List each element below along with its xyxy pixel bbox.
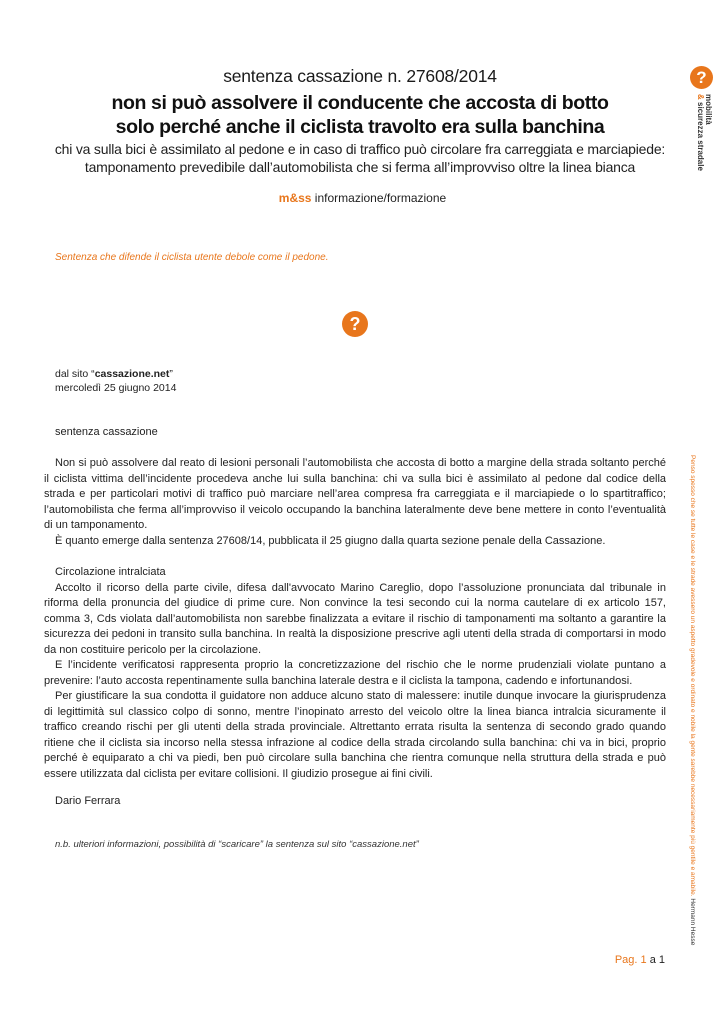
article-body (44, 456, 666, 782)
mss-label: informazione/formazione (311, 191, 447, 205)
tagline: Sentenza che difende il ciclista utente debole come il pedone. (55, 252, 329, 263)
document-subtitle: sentenza cassazione n. 27608/2014 (223, 66, 497, 86)
logo-text (696, 94, 712, 171)
logo-line-1: mobilità (704, 94, 713, 125)
paragraph-4: E l’incidente verificatosi rappresenta proprio la concretizzazione del rischio che le norme prudenziali violate puntano a prevenire: l’auto accosta repentinamente sulla banchina laterale destra e il ciclista la tampona, cadendo e infortunandosi. (44, 659, 666, 687)
page-number (615, 954, 665, 966)
footnote: n.b. ulteriori informazioni, possibilità di “scaricare” la sentenza sul sito “cassazione.net” (55, 839, 419, 850)
logo-line-2: sicurezza stradale (696, 99, 705, 171)
mss-info-line (0, 191, 725, 205)
question-mark-icon: ? (342, 311, 368, 337)
page-prefix: Pag. (614, 954, 641, 966)
paragraph-3: Accolto il ricorso della parte civile, difesa dall'avvocato Marino Careglio, dopo l’assoluzione pronunciata dal tribunale in riforma della pronuncia del giudice di prime cure. Non convince la tesi secondo cui la norma cautelare di ex articolo 157, comma 3, Cds violata dall’automobilista non sarebbe finalizzata a evitare il rischio di tamponamenti ma soltanto a garantire la sicurezza dei pedoni in transito sulla banchina. In realtà la disposizione prescrive agli utenti della strada di comportarsi in modo da non costituire pericolo per la circolazione. (44, 581, 666, 656)
description-line-1: chi va sulla bici è assimilato al pedone e in caso di traffico può circolare fra carreggiata e marciapiede: (54, 141, 666, 157)
section-label: sentenza cassazione (55, 426, 158, 438)
mss-brand: m&ss (278, 191, 312, 205)
page-suffix: a 1 (646, 954, 665, 966)
headline-line-1: non si può assolvere il conducente che accosta di botto (111, 92, 609, 114)
source-prefix: dal sito “ (55, 368, 95, 380)
headline-line-2: solo perché anche il ciclista travolto era sulla banchina (115, 116, 605, 138)
description-line-2: tamponamento prevedibile dall’automobilista che si ferma all’improvviso oltre la linea bianca (84, 159, 636, 175)
author-signature: Dario Ferrara (55, 795, 121, 807)
side-quote-text: Penso spesso che se tutte le case e le strade avessero un aspetto gradevole e ordinato e nobile la gente sarebbe necessariamente più gentile e amabile. (689, 455, 696, 899)
logo-ampersand: & (696, 94, 705, 100)
paragraph-5: Per giustificare la sua condotta il guidatore non adduce alcuno stato di malessere: inutile dunque invocare la giurisprudenza di legittimità sul classico colpo di sonno, mentre l’inopinato arresto del veicolo oltre la linea bianca intralcia sicuramente il traffico creando rischi per gli utenti della strada provinciale. Altrettanto errata risulta la sentenza di secondo grado quando ritiene che il ciclista sia incorso nella stessa infrazione al codice della strada circolando sulla banchina: chi va in bici, proprio perché è equiparato a chi va piedi, ben può circolare sulla banchina che rientra comunque nella struttura della strada e può essere utilizzata dal ciclista per evitare collisioni. Il giudizio prosegue ai fini civili. (44, 690, 666, 780)
side-quote-author: Hermann Hesse (689, 898, 696, 946)
question-mark-icon: ? (690, 66, 713, 89)
source-date: mercoledì 25 giugno 2014 (55, 382, 177, 394)
source-block (55, 367, 176, 395)
side-quote (689, 455, 696, 945)
source-suffix: ” (169, 368, 173, 380)
page-current: 1 (640, 954, 647, 966)
paragraph-1: Non si può assolvere dal reato di lesioni personali l’automobilista che accosta di botto a margine della strada soltanto perché il ciclista vittima dell’incidente procedeva anche lui sulla banchina: chi va sulla bici è assimilato al pedone dal codice della strada e per particolari motivi di traffico può marciare nell’area compresa fra carreggiata e il marciapiede o lo spartitraffico; l’automobilista che ferma all’improvviso il veicolo occupando la banchina lateralmente deve bene mettere in conto l’eventualità di un tamponamento. (44, 457, 666, 531)
brand-logo (690, 66, 720, 176)
source-site: cassazione.net (94, 368, 170, 380)
subheading: Circolazione intralciata (55, 566, 166, 578)
paragraph-2: È quanto emerge dalla sentenza 27608/14, pubblicata il 25 giugno dalla quarta sezione penale della Cassazione. (55, 534, 606, 547)
